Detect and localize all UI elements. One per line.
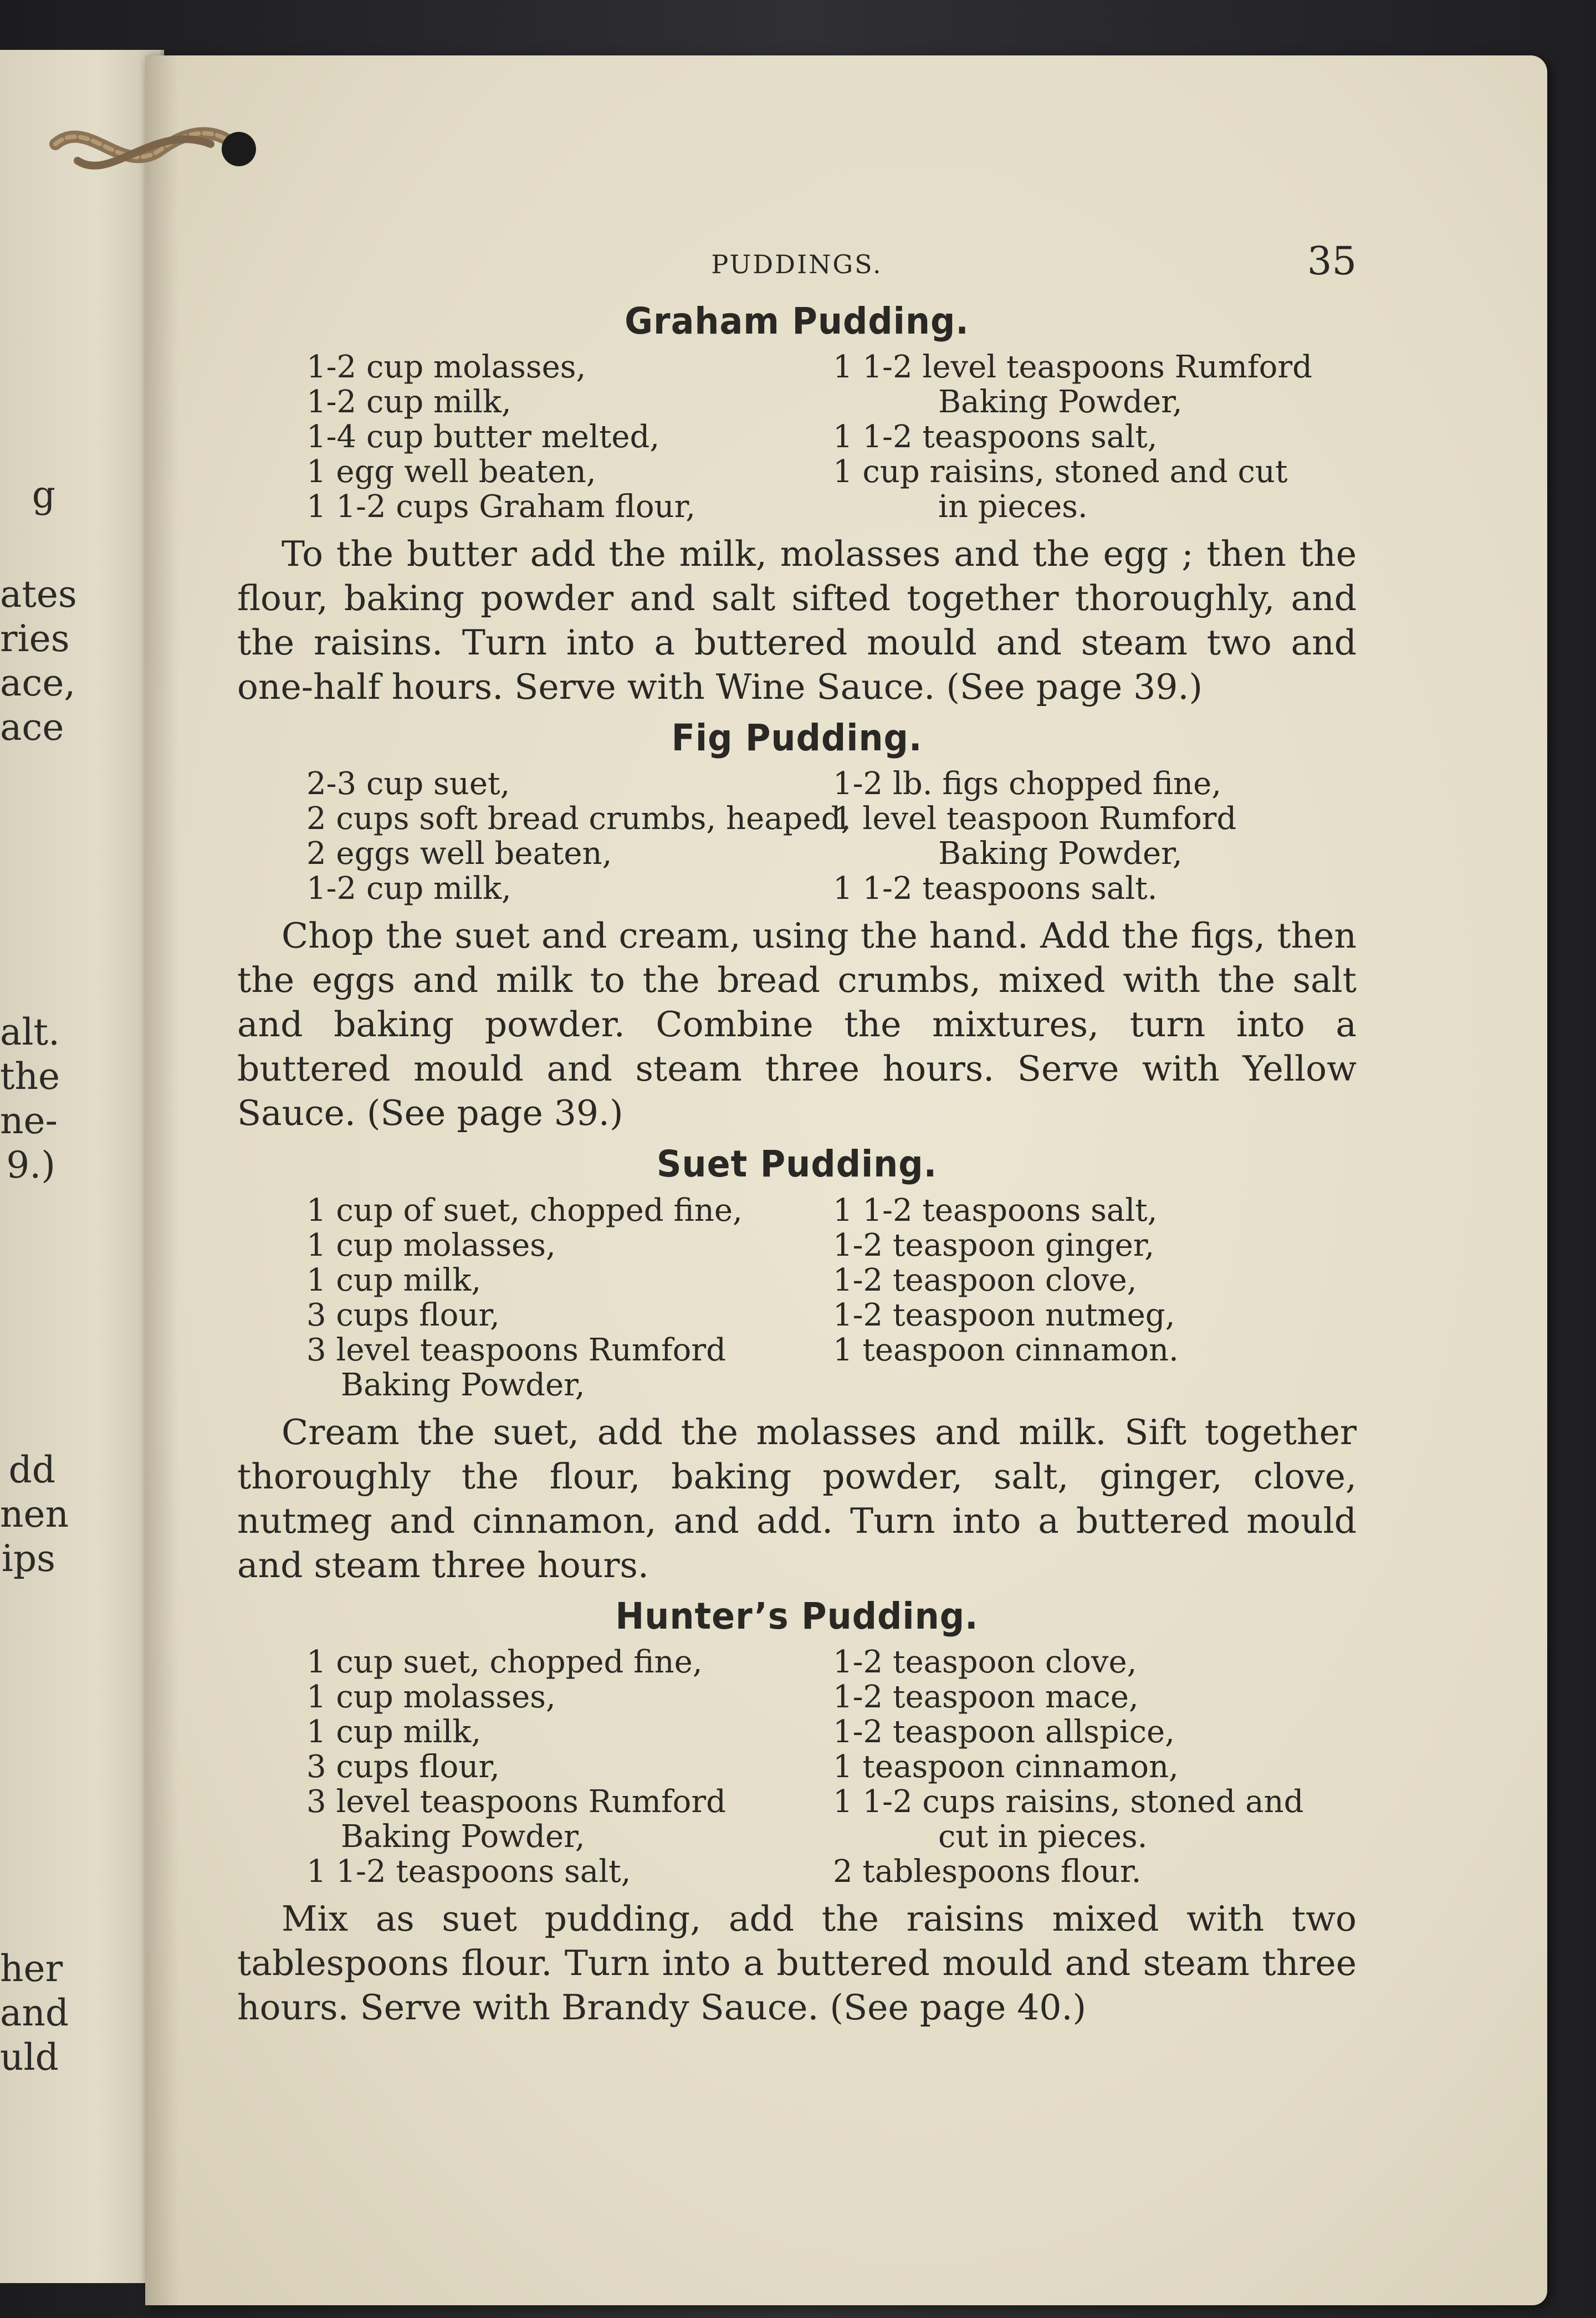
ingredient-line: Baking Powder,	[341, 1367, 585, 1403]
ingredient-column-right	[833, 350, 1332, 524]
recipe-title: Fig Pudding.	[671, 717, 923, 760]
ingredient-line: 1 egg well beaten,	[306, 454, 596, 490]
recipe-title: Graham Pudding.	[625, 300, 969, 342]
ingredient-list	[306, 350, 1357, 524]
ingredient-line: 1-2 teaspoon nutmeg,	[833, 1297, 1175, 1333]
ingredient-line: 3 cups flour,	[306, 1748, 500, 1785]
ingredient-list	[306, 766, 1357, 906]
ingredient-line: 1-2 teaspoon clove,	[833, 1262, 1137, 1298]
ingredient-line: 1 cup milk,	[306, 1713, 482, 1750]
ingredient-line: 1 1-2 teaspoons salt,	[306, 1853, 631, 1890]
facing-page-fragment: ne-	[0, 1099, 58, 1142]
facing-page-fragment: ace,	[0, 662, 76, 704]
facing-page-fragment: dd	[8, 1449, 55, 1491]
ingredient-column-left	[306, 1645, 833, 1889]
facing-page-fragment: ries	[0, 617, 70, 660]
ingredient-line: 1 1-2 cups raisins, stoned and	[833, 1783, 1304, 1820]
ingredient-line: 1-2 teaspoon ginger,	[833, 1227, 1155, 1263]
ingredient-line: 1 1-2 teaspoons salt,	[833, 419, 1158, 456]
recipe-method: To the butter add the milk, molasses and the egg ; then the flour, baking powder and salt sifted together thoroughly, and the raisins. Turn into a buttered mould and steam two and one-half hours. Serve with Wine Sauce. (See page 39.)	[237, 534, 1357, 708]
facing-page-fragment: alt.	[0, 1011, 60, 1053]
ingredient-line: 1 cup milk,	[306, 1262, 482, 1298]
ingredient-line: 1-2 cup milk,	[306, 871, 511, 907]
ingredient-line: 1 1-2 level teaspoons Rumford	[833, 349, 1312, 386]
recipe-graham-pudding	[237, 299, 1357, 709]
ingredient-line: 1-2 teaspoon allspice,	[833, 1713, 1175, 1750]
ingredient-line: 1 cup molasses,	[306, 1227, 556, 1263]
ingredient-list	[306, 1645, 1357, 1889]
page-content	[237, 238, 1357, 2036]
ingredient-line: 1 cup suet, chopped fine,	[306, 1644, 703, 1680]
ingredient-line: 1 cup molasses,	[306, 1679, 556, 1715]
ingredient-line: cut in pieces.	[938, 1818, 1148, 1855]
facing-page-fragment: g	[32, 473, 55, 516]
facing-page-fragment: 9.)	[6, 1144, 55, 1186]
facing-page-edge	[0, 50, 164, 2283]
recipe-method: Mix as suet pudding, add the raisins mixed with two tablespoons flour. Turn into a buttered mould and steam three hours. Serve with Brandy Sauce. (See page 40.)	[237, 1898, 1357, 2028]
facing-page-fragment: nen	[0, 1493, 69, 1536]
ingredient-column-right	[833, 1645, 1332, 1889]
running-title: PUDDINGS.	[711, 249, 883, 279]
ingredient-line: Baking Powder,	[938, 836, 1183, 872]
ingredient-column-right	[833, 1193, 1332, 1403]
facing-page-fragment: and	[0, 1992, 69, 2034]
recipe-suet-pudding	[237, 1142, 1357, 1587]
ingredient-line: 1-2 lb. figs chopped fine,	[833, 766, 1222, 802]
facing-page-fragment: her	[0, 1947, 63, 1990]
ingredient-line: 3 level teaspoons Rumford	[306, 1783, 727, 1820]
ingredient-list	[306, 1193, 1357, 1403]
page-number: 35	[1307, 238, 1357, 284]
ingredient-line: 1 1-2 teaspoons salt.	[833, 871, 1158, 907]
ingredient-line: 1 1-2 teaspoons salt,	[833, 1192, 1158, 1229]
ingredient-column-left	[306, 350, 833, 524]
ingredient-line: 2 cups soft bread crumbs, heaped,	[306, 801, 851, 837]
ingredient-line: Baking Powder,	[341, 1818, 585, 1855]
ingredient-column-left	[306, 1193, 833, 1403]
ingredient-line: 1-2 teaspoon clove,	[833, 1644, 1137, 1680]
ingredient-line: 1-2 cup milk,	[306, 384, 511, 421]
ingredient-line: 1 teaspoon cinnamon,	[833, 1748, 1179, 1785]
facing-page-fragment: uld	[0, 2036, 59, 2079]
recipe-method: Chop the suet and cream, using the hand. Add the figs, then the eggs and milk to the bread crumbs, mixed with the salt and baking powder. Combine the mixtures, turn into a buttered mould and steam three hours. Serve with Yellow Sauce. (See page 39.)	[237, 915, 1357, 1134]
facing-page-fragment: ace	[0, 706, 64, 749]
page-gutter-shadow	[145, 55, 178, 2305]
ingredient-line: 1-2 teaspoon mace,	[833, 1679, 1139, 1715]
ingredient-line: 1-2 cup molasses,	[306, 349, 586, 386]
recipe-fig-pudding	[237, 716, 1357, 1135]
ingredient-line: 1 cup raisins, stoned and cut	[833, 454, 1288, 490]
recipe-title: Suet Pudding.	[656, 1143, 938, 1186]
recipe-hunters-pudding	[237, 1594, 1357, 2030]
ingredient-line: 1 level teaspoon Rumford	[833, 801, 1237, 837]
facing-page-fragment: the	[0, 1055, 60, 1098]
ingredient-line: in pieces.	[938, 489, 1088, 525]
recipe-method: Cream the suet, add the molasses and milk. Sift together thoroughly the flour, baking powder, salt, ginger, clove, nutmeg and cinnamon, and add. Turn into a buttered mould and steam three hours.	[237, 1411, 1357, 1585]
ingredient-line: 3 cups flour,	[306, 1297, 500, 1333]
recipe-title: Hunter’s Pudding.	[615, 1594, 979, 1638]
ingredient-line: 1 cup of suet, chopped fine,	[306, 1192, 743, 1229]
running-head	[237, 238, 1357, 299]
ingredient-line: 1 teaspoon cinnamon.	[833, 1332, 1179, 1368]
ingredient-line: Baking Powder,	[938, 384, 1183, 421]
ingredient-column-left	[306, 766, 851, 907]
ingredient-line: 1-4 cup butter melted,	[306, 419, 660, 456]
ingredient-column-right	[833, 766, 1332, 906]
ingredient-line: 2-3 cup suet,	[306, 766, 510, 802]
ingredient-line: 2 eggs well beaten,	[306, 836, 612, 872]
ingredient-line: 1 1-2 cups Graham flour,	[306, 489, 696, 525]
facing-page-fragment: ates	[0, 573, 77, 616]
ingredient-line: 3 level teaspoons Rumford	[306, 1332, 727, 1368]
ingredient-line: 2 tablespoons flour.	[833, 1853, 1142, 1890]
binding-hole	[222, 132, 256, 166]
facing-page-fragment: ips	[1, 1537, 55, 1580]
